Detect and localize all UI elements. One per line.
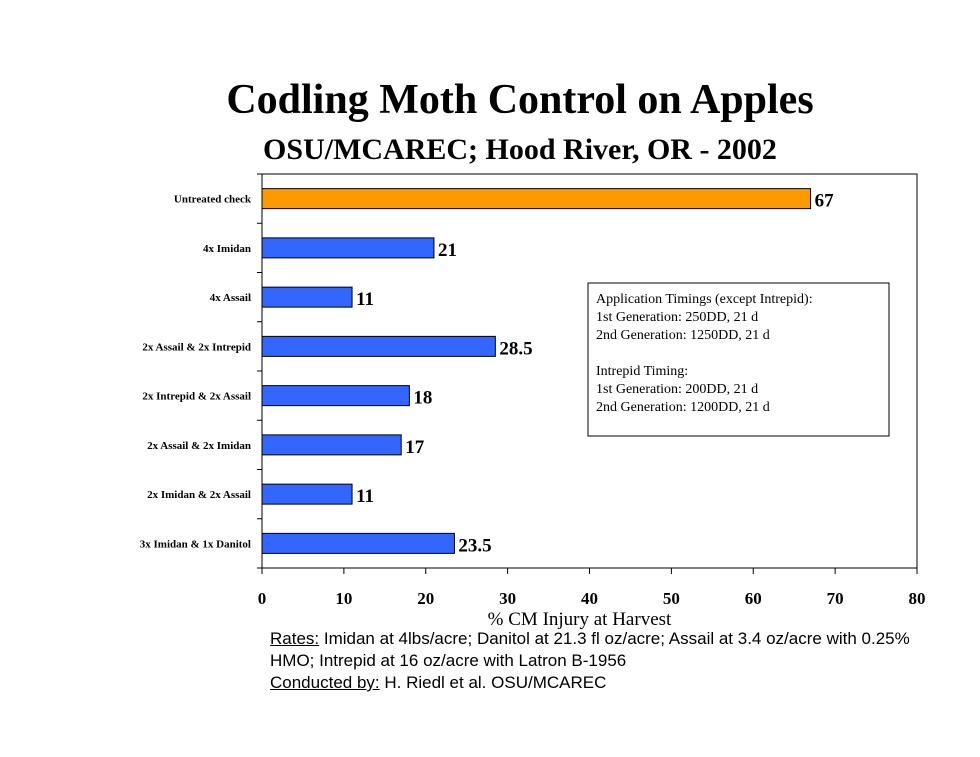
bar	[262, 435, 401, 455]
x-tick-label: 70	[826, 589, 844, 608]
conducted-text: H. Riedl et al. OSU/MCAREC	[379, 673, 607, 692]
conducted-label: Conducted by:	[270, 673, 380, 692]
x-tick-label: 30	[499, 589, 517, 608]
bar	[262, 336, 495, 356]
chart-subtitle: OSU/MCAREC; Hood River, OR - 2002	[263, 133, 777, 166]
bar	[262, 287, 352, 307]
category-label: 2x Assail & 2x Imidan	[147, 439, 251, 452]
rates-text: Imidan at 4lbs/acre; Danitol at 21.3 fl oz/acre; Assail at 3.4 oz/acre with 0.25% HMO; Intrepid at 16 oz/acre with Latron B-1956	[270, 629, 910, 670]
rates-label: Rates:	[270, 629, 320, 648]
category-label: 4x Imidan	[203, 242, 251, 255]
data-label: 11	[356, 289, 375, 311]
category-label: 3x Imidan & 1x Danitol	[139, 538, 251, 551]
category-label: 2x Intrepid & 2x Assail	[142, 390, 251, 403]
data-label: 23.5	[458, 535, 492, 557]
x-tick-label: 50	[662, 589, 680, 608]
data-label: 18	[413, 387, 433, 409]
conducted-note	[270, 672, 910, 694]
x-tick-label: 0	[257, 589, 267, 608]
data-label: 11	[356, 486, 375, 508]
bar	[262, 386, 409, 406]
annotation-line: Intrepid Timing:	[596, 364, 689, 379]
annotation-line: Application Timings (except Intrepid):	[596, 292, 813, 307]
annotation-line: 2nd Generation: 1250DD, 21 d	[596, 328, 770, 343]
annotation-line: 2nd Generation: 1200DD, 21 d	[596, 400, 770, 415]
x-axis-label: % CM Injury at Harvest	[487, 609, 672, 630]
data-label: 21	[437, 239, 457, 261]
x-tick-label: 20	[417, 589, 435, 608]
x-tick-label: 10	[335, 589, 353, 608]
bar	[262, 189, 811, 209]
category-label: Untreated check	[173, 193, 251, 206]
data-label: 17	[405, 436, 425, 458]
category-label: 4x Assail	[209, 292, 251, 305]
data-label: 67	[814, 190, 834, 212]
annotation-line: 1st Generation: 200DD, 21 d	[596, 382, 759, 397]
annotation-line: 1st Generation: 250DD, 21 d	[596, 310, 759, 325]
data-label: 28.5	[499, 338, 533, 360]
notes-block	[270, 628, 910, 694]
x-tick-label: 40	[581, 589, 598, 608]
bar	[262, 533, 454, 553]
x-tick-label: 80	[908, 589, 926, 608]
rates-note	[270, 628, 910, 672]
chart-title: Codling Moth Control on Apples	[226, 77, 814, 123]
bar	[262, 484, 352, 504]
category-label: 2x Assail & 2x Intrepid	[142, 341, 251, 354]
category-label: 2x Imidan & 2x Assail	[147, 489, 251, 502]
x-tick-label: 60	[744, 589, 762, 608]
bar	[262, 238, 434, 258]
